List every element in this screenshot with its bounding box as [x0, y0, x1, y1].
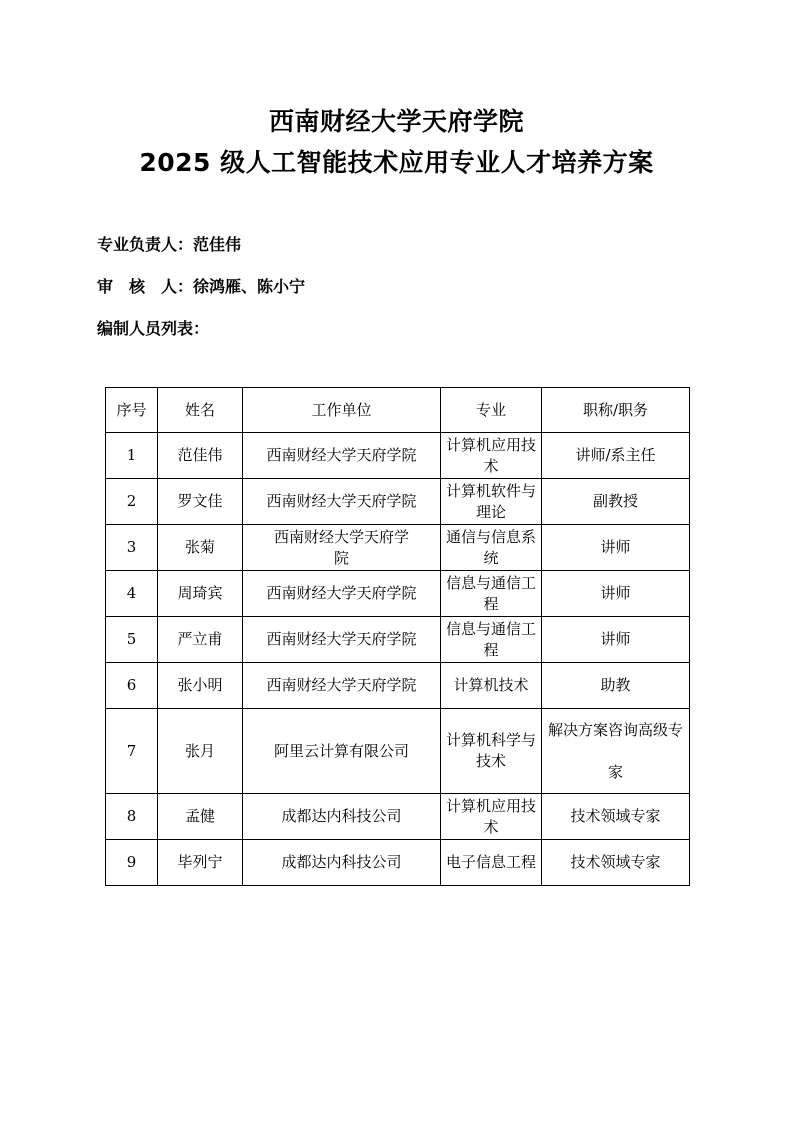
cell-major: 计算机科学与技术 [441, 709, 542, 794]
cell-employer: 西南财经大学天府学院 [243, 571, 441, 617]
table-row [106, 840, 690, 886]
table-row [106, 663, 690, 709]
cell-name: 严立甫 [158, 617, 243, 663]
cell-name: 周琦宾 [158, 571, 243, 617]
reviewers [97, 274, 305, 297]
cell-major: 信息与通信工程 [441, 617, 542, 663]
table-row [106, 479, 690, 525]
table-row [106, 617, 690, 663]
staff-list-label: 编制人员列表： [97, 319, 210, 338]
table-header-row [106, 388, 690, 433]
cell-title: 副教授 [542, 479, 690, 525]
cell-index: 9 [106, 840, 158, 886]
cell-index: 1 [106, 433, 158, 479]
cell-employer: 西南财经大学天府学院 [243, 525, 441, 571]
cell-name: 罗文佳 [158, 479, 243, 525]
table-row [106, 525, 690, 571]
cell-index: 6 [106, 663, 158, 709]
cell-index: 8 [106, 794, 158, 840]
cell-name: 张月 [158, 709, 243, 794]
cell-employer: 成都达内科技公司 [243, 840, 441, 886]
cell-employer: 成都达内科技公司 [243, 794, 441, 840]
cell-index: 3 [106, 525, 158, 571]
cell-title: 讲师/系主任 [542, 433, 690, 479]
cell-title: 解决方案咨询高级专家 [542, 709, 690, 794]
cell-name: 孟健 [158, 794, 243, 840]
cell-index: 5 [106, 617, 158, 663]
cell-major: 计算机应用技术 [441, 794, 542, 840]
cell-title: 讲师 [542, 525, 690, 571]
reviewers-label: 审 核 人： [97, 277, 194, 296]
program-lead-value: 范佳伟 [193, 235, 242, 254]
cell-name: 张菊 [158, 525, 243, 571]
cell-employer: 阿里云计算有限公司 [243, 709, 441, 794]
cell-employer: 西南财经大学天府学院 [243, 433, 441, 479]
staff-table [105, 387, 690, 886]
cell-major: 电子信息工程 [441, 840, 542, 886]
header-index: 序号 [106, 388, 158, 433]
program-lead-label: 专业负责人： [97, 235, 194, 254]
table-row [106, 571, 690, 617]
cell-name: 张小明 [158, 663, 243, 709]
cell-title: 讲师 [542, 571, 690, 617]
header-employer: 工作单位 [243, 388, 441, 433]
program-lead [97, 232, 241, 255]
cell-employer: 西南财经大学天府学院 [243, 617, 441, 663]
cell-major: 通信与信息系统 [441, 525, 542, 571]
cell-title: 讲师 [542, 617, 690, 663]
header-major: 专业 [441, 388, 542, 433]
cell-major: 信息与通信工程 [441, 571, 542, 617]
reviewers-value: 徐鸿雁、陈小宁 [193, 277, 306, 296]
table-row [106, 433, 690, 479]
cell-major: 计算机应用技术 [441, 433, 542, 479]
cell-title: 技术领域专家 [542, 840, 690, 886]
document-title-line1: 西南财经大学天府学院 [268, 107, 524, 136]
cell-index: 4 [106, 571, 158, 617]
table-row [106, 794, 690, 840]
cell-employer: 西南财经大学天府学院 [243, 479, 441, 525]
document-title-line2: 2025 级人工智能技术应用专业人才培养方案 [139, 148, 654, 177]
header-name: 姓名 [158, 388, 243, 433]
cell-index: 2 [106, 479, 158, 525]
cell-name: 范佳伟 [158, 433, 243, 479]
cell-title: 技术领域专家 [542, 794, 690, 840]
cell-index: 7 [106, 709, 158, 794]
cell-employer: 西南财经大学天府学院 [243, 663, 441, 709]
cell-title: 助教 [542, 663, 690, 709]
table-row [106, 709, 690, 794]
cell-major: 计算机软件与理论 [441, 479, 542, 525]
cell-name: 毕列宁 [158, 840, 243, 886]
cell-major: 计算机技术 [441, 663, 542, 709]
header-title: 职称/职务 [542, 388, 690, 433]
